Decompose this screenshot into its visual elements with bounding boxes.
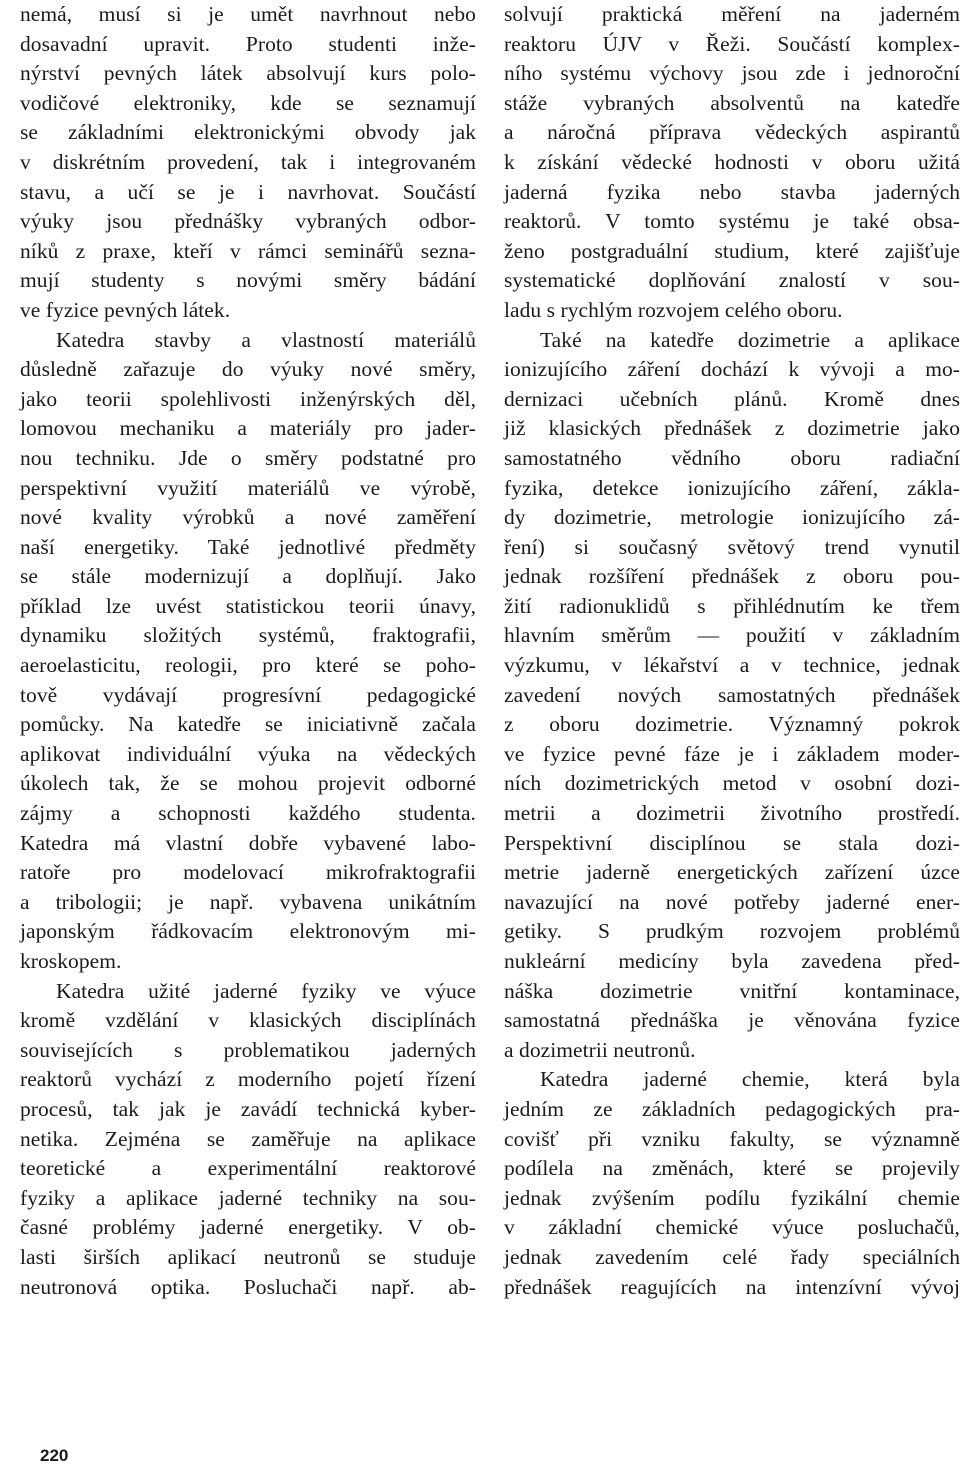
text-line: aeroelasticitu, reologii, pro které se poho- (20, 653, 476, 678)
text-line: nemá, musí si je umět navrhnout nebo (20, 2, 476, 26)
text-line: se základními elektronickými obvody jak (20, 120, 476, 145)
text-line: ratoře pro modelovací mikrofraktografii (20, 860, 476, 885)
text-line: ve fyzice pevné fáze je i základem moder- (504, 741, 960, 766)
text-line: covišť při vzniku fakulty, se významně (504, 1126, 960, 1151)
text-line: jednak rozšíření přednášek z oboru pou- (504, 564, 960, 589)
text-line: Katedra stavby a vlastností materiálů (56, 327, 476, 352)
text-line: getiky. S prudkým rozvojem problémů (504, 919, 960, 944)
text-line: lomovou mechaniku a materiály pro jader- (20, 416, 476, 441)
text-line: výzkumu, v lékařství a v technice, jednak (504, 653, 960, 678)
text-line: v základní chemické výuce posluchačů, (504, 1215, 960, 1240)
text-line: se stále modernizují a doplňují. Jako (20, 564, 476, 589)
text-line: hlavním směrům — použití v základním (504, 623, 960, 648)
text-line: procesů, tak jak je zavádí technická kyber- (20, 1096, 476, 1121)
text-line: mují studenty s novými směry bádání (20, 268, 476, 293)
text-line: ního systému výchovy jsou zde i jednoroční (504, 61, 960, 86)
text-line: zájmy a schopnosti každého studenta. (20, 801, 476, 826)
text-line: fyzika, detekce ionizujícího záření, zákla- (504, 475, 960, 500)
text-line: solvují praktická měření na jaderném (504, 2, 960, 26)
text-line: nukleární medicíny byla zavedena před- (504, 949, 960, 973)
text-line: dy dozimetrie, metrologie ionizujícího zá- (504, 505, 960, 530)
text-line: vodičové elektroniky, kde se seznamují (20, 90, 476, 115)
text-line: úkolech tak, že se mohou projevit odborné (20, 771, 476, 796)
text-line: jedním ze základních pedagogických pra- (504, 1096, 960, 1121)
text-line: žití radionuklidů s přihlédnutím ke třem (504, 593, 960, 618)
text-line: tově vydávají progresívní pedagogické (20, 682, 476, 707)
text-line: níků z praxe, kteří v rámci seminářů sezna- (20, 238, 476, 263)
text-line: ionizujícího záření dochází k vývoji a mo- (504, 357, 960, 382)
text-line: pomůcky. Na katedře se iniciativně začala (20, 712, 476, 737)
text-line: časné problémy jaderné energetiky. V ob- (20, 1215, 476, 1240)
text-line: systematické doplňování znalostí v sou- (504, 268, 960, 293)
text-line: Také na katedře dozimetrie a aplikace (540, 327, 960, 352)
text-line: zavedení nových samostatných přednášek (504, 682, 960, 707)
text-line: nou techniku. Jde o směry podstatné pro (20, 445, 476, 470)
text-line: v diskrétním provedení, tak i integrovaném (20, 149, 476, 174)
text-line: z oboru dozimetrie. Významný pokrok (504, 712, 960, 737)
text-line: ženo postgraduální studium, které zajišťuje (504, 238, 960, 263)
text-line: příklad lze uvést statistickou teorii únavy, (20, 593, 476, 618)
text-line: aplikovat individuální výuka na vědeckých (20, 741, 476, 766)
text-line: dernizaci učebních plánů. Kromě dnes (504, 386, 960, 411)
text-line: a dozimetrii neutronů. (504, 1037, 696, 1062)
left-text-column (20, 0, 476, 1302)
text-line: metrii a dozimetrii životního prostředí. (504, 801, 960, 826)
text-line: nýrství pevných látek absolvují kurs polo- (20, 61, 476, 86)
text-line: jednak zavedením celé řady speciálních (504, 1244, 960, 1269)
text-line: stavu, a učí se je i navrhovat. Součástí (20, 179, 476, 204)
text-line: japonským řádkovacím elektronovým mi- (20, 919, 476, 944)
text-line: kromě vzdělání v klasických disciplínách (20, 1008, 476, 1033)
text-line: Katedra jaderné chemie, která byla (540, 1067, 960, 1092)
text-line: Katedra má vlastní dobře vybavené labo- (20, 830, 476, 855)
text-line: náška dozimetrie vnitřní kontaminace, (504, 978, 960, 1003)
text-line: samostatná přednáška je věnována fyzice (504, 1008, 960, 1033)
text-line: a tribologii; je např. vybavena unikátním (20, 889, 476, 914)
text-line: ření) si současný světový trend vynutil (504, 534, 960, 559)
text-line: reaktoru ÚJV v Řeži. Součástí komplex- (504, 31, 960, 56)
text-line: k získání vědecké hodnosti v oboru užitá (504, 149, 960, 174)
text-line: a náročná příprava vědeckých aspirantů (504, 120, 960, 145)
text-line: neutronová optika. Posluchači např. ab- (20, 1274, 476, 1299)
text-line: samostatného vědního oboru radiační (504, 445, 960, 470)
text-line: perspektivní využití materiálů ve výrobě, (20, 475, 476, 500)
text-line: naší energetiky. Také jednotlivé předměty (20, 534, 476, 559)
text-line: fyziky a aplikace jaderné techniky na sou- (20, 1185, 476, 1210)
text-line: souvisejících s problematikou jaderných (20, 1037, 476, 1062)
text-line: důsledně zařazuje do výuky nové směry, (20, 357, 476, 382)
page-number: 220 (40, 1446, 69, 1465)
text-line: stáže vybraných absolventů na katedře (504, 90, 960, 115)
text-line: jaderná fyzika nebo stavba jaderných (504, 179, 960, 204)
text-line: ních dozimetrických metod v osobní dozi- (504, 771, 960, 796)
text-line: jako teorii spolehlivosti inženýrských děl, (20, 386, 476, 411)
text-line: ve fyzice pevných látek. (20, 297, 231, 322)
text-line: reaktorů. V tomto systému je také obsa- (504, 209, 960, 234)
text-line: podílela na změnách, které se projevily (504, 1156, 960, 1181)
text-line: ladu s rychlým rozvojem celého oboru. (504, 297, 843, 322)
text-line: kroskopem. (20, 949, 122, 973)
text-line: navazující na nové potřeby jaderné ener- (504, 889, 960, 914)
text-line: lasti širších aplikací neutronů se studuje (20, 1244, 476, 1269)
text-line: již klasických přednášek z dozimetrie jako (504, 416, 960, 441)
text-line: dosavadní upravit. Proto studenti inže- (20, 31, 476, 56)
right-text-column (504, 0, 960, 1302)
text-line: metrie jaderně energetických zařízení úzce (504, 860, 960, 885)
text-line: přednášek reagujících na intenzívní vývoj (504, 1274, 960, 1299)
text-line: Perspektivní disciplínou se stala dozi- (504, 830, 960, 855)
text-line: výuky jsou přednášky vybraných odbor- (20, 209, 476, 234)
text-line: jednak zvýšením podílu fyzikální chemie (504, 1185, 960, 1210)
text-line: nové kvality výrobků a nové zaměření (20, 505, 476, 530)
text-line: reaktorů vychází z moderního pojetí řízení (20, 1067, 476, 1092)
text-line: teoretické a experimentální reaktorové (20, 1156, 476, 1181)
text-line: Katedra užité jaderné fyziky ve výuce (56, 978, 476, 1003)
text-line: dynamiku složitých systémů, fraktografii, (20, 623, 476, 648)
text-line: netika. Zejména se zaměřuje na aplikace (20, 1126, 476, 1151)
